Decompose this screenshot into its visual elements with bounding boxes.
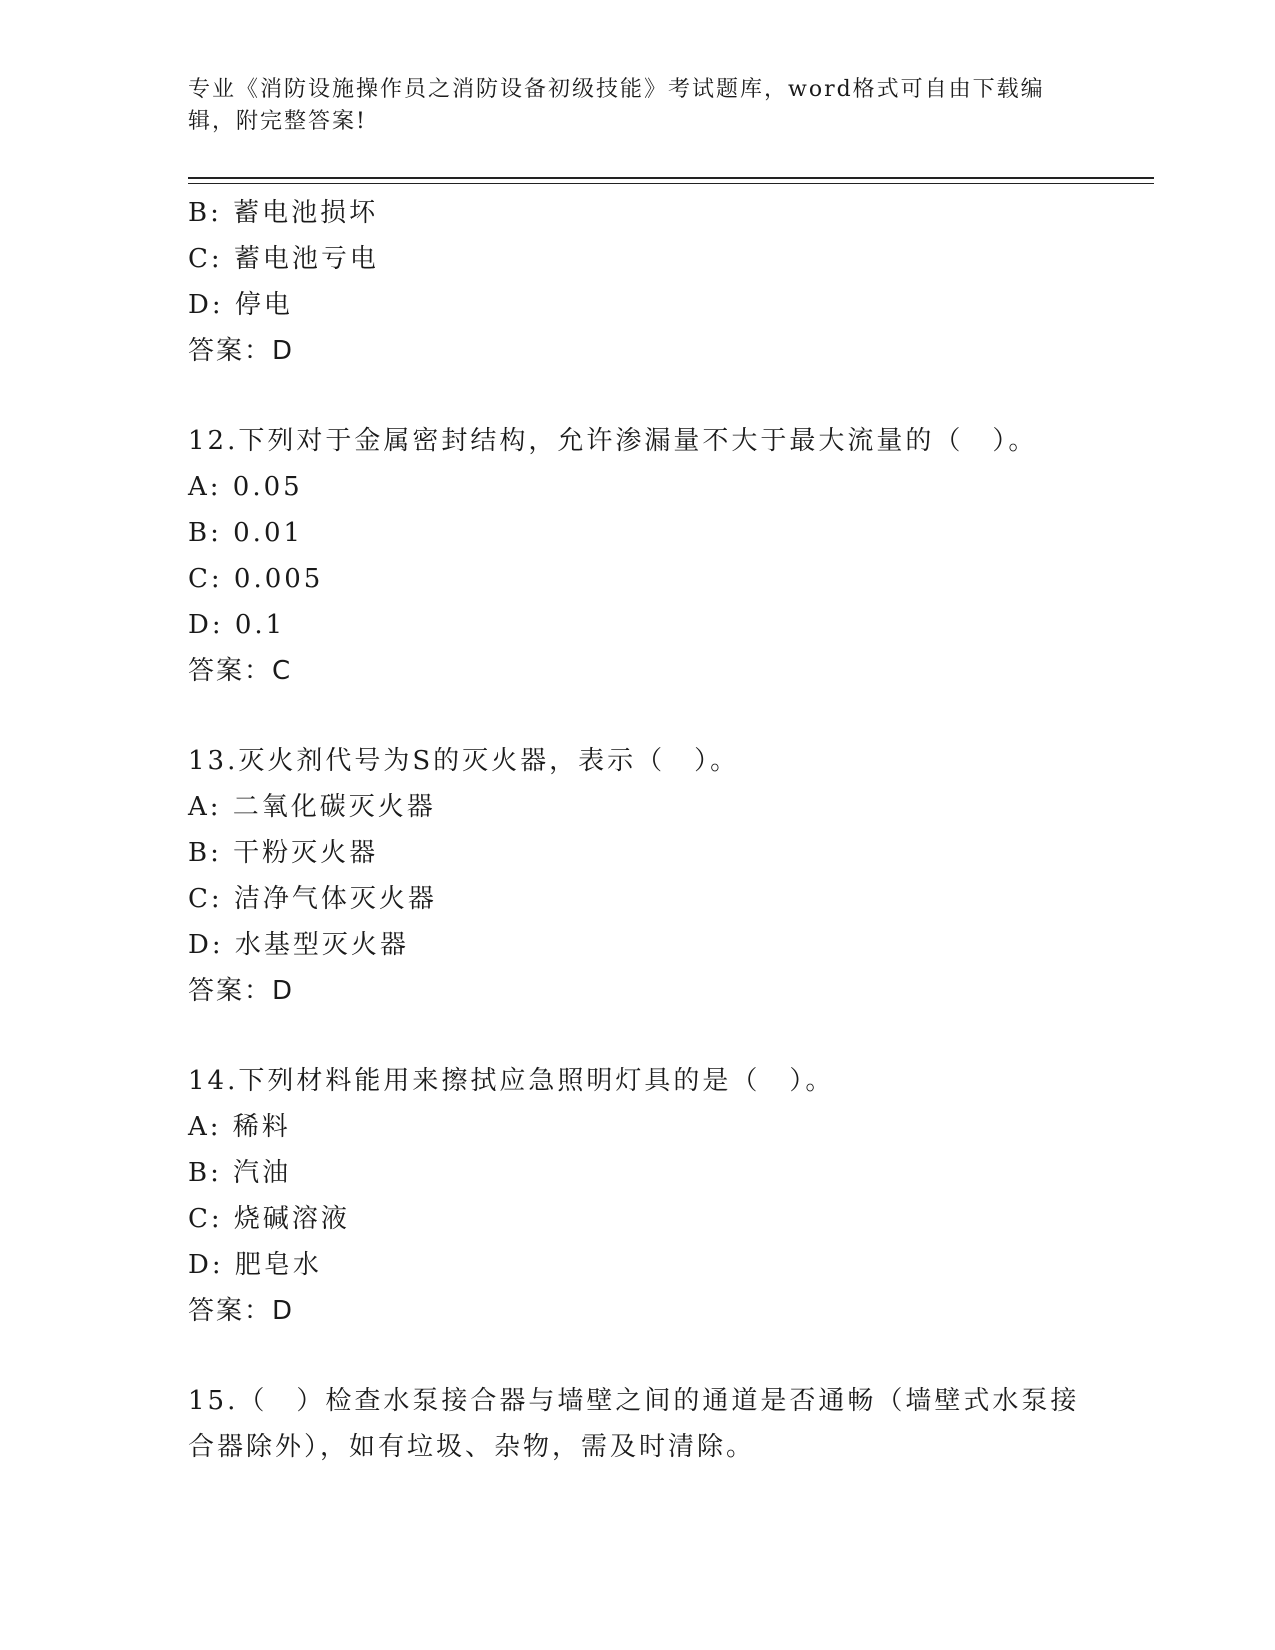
spacer xyxy=(188,694,1148,738)
answer-line: 答案：D xyxy=(188,1296,295,1326)
option-a: A: 0.05 xyxy=(188,472,303,502)
question-stem: 13.灭火剂代号为S的灭火器，表示（ ）。 xyxy=(188,746,740,776)
question-list xyxy=(188,190,1148,1470)
answer-line: 答案：D xyxy=(188,336,295,366)
header-line-1: 专业《消防设施操作员之消防设备初级技能》考试题库，word格式可自由下载编 xyxy=(188,77,1045,102)
option-d: D: 水基型灭火器 xyxy=(188,930,409,960)
option-b: B: 蓄电池损坏 xyxy=(188,198,379,228)
option-c: C: 烧碱溶液 xyxy=(188,1204,350,1234)
option-d: D: 停电 xyxy=(188,290,293,320)
question-15 xyxy=(188,1378,1148,1470)
option-a: A: 稀料 xyxy=(188,1112,291,1142)
question-stem-line-2: 合器除外），如有垃圾、杂物，需及时清除。 xyxy=(188,1432,756,1462)
question-11-tail xyxy=(188,190,1148,374)
question-stem-line-1: 15.（ ）检查水泵接合器与墙壁之间的通道是否通畅（墙壁式水泵接 xyxy=(188,1386,1080,1416)
question-14 xyxy=(188,1058,1148,1334)
question-13 xyxy=(188,738,1148,1014)
answer-line: 答案：D xyxy=(188,976,295,1006)
option-b: B: 汽油 xyxy=(188,1158,292,1188)
option-c: C: 蓄电池亏电 xyxy=(188,244,379,274)
spacer xyxy=(188,374,1148,418)
option-c: C: 0.005 xyxy=(188,564,324,594)
document-header xyxy=(188,74,1088,138)
question-12 xyxy=(188,418,1148,694)
header-divider-thin xyxy=(188,183,1154,184)
answer-line: 答案：C xyxy=(188,656,293,686)
option-d: D: 0.1 xyxy=(188,610,286,640)
option-c: C: 洁净气体灭火器 xyxy=(188,884,437,914)
option-a: A: 二氧化碳灭火器 xyxy=(188,792,436,822)
spacer xyxy=(188,1014,1148,1058)
option-b: B: 干粉灭火器 xyxy=(188,838,379,868)
header-line-2: 辑，附完整答案! xyxy=(188,109,367,134)
question-stem: 14.下列材料能用来擦拭应急照明灯具的是（ ）。 xyxy=(188,1066,835,1096)
option-b: B: 0.01 xyxy=(188,518,304,548)
header-divider-thick xyxy=(188,177,1154,179)
question-stem: 12.下列对于金属密封结构，允许渗漏量不大于最大流量的（ ）。 xyxy=(188,426,1038,456)
spacer xyxy=(188,1334,1148,1378)
option-d: D: 肥皂水 xyxy=(188,1250,322,1280)
